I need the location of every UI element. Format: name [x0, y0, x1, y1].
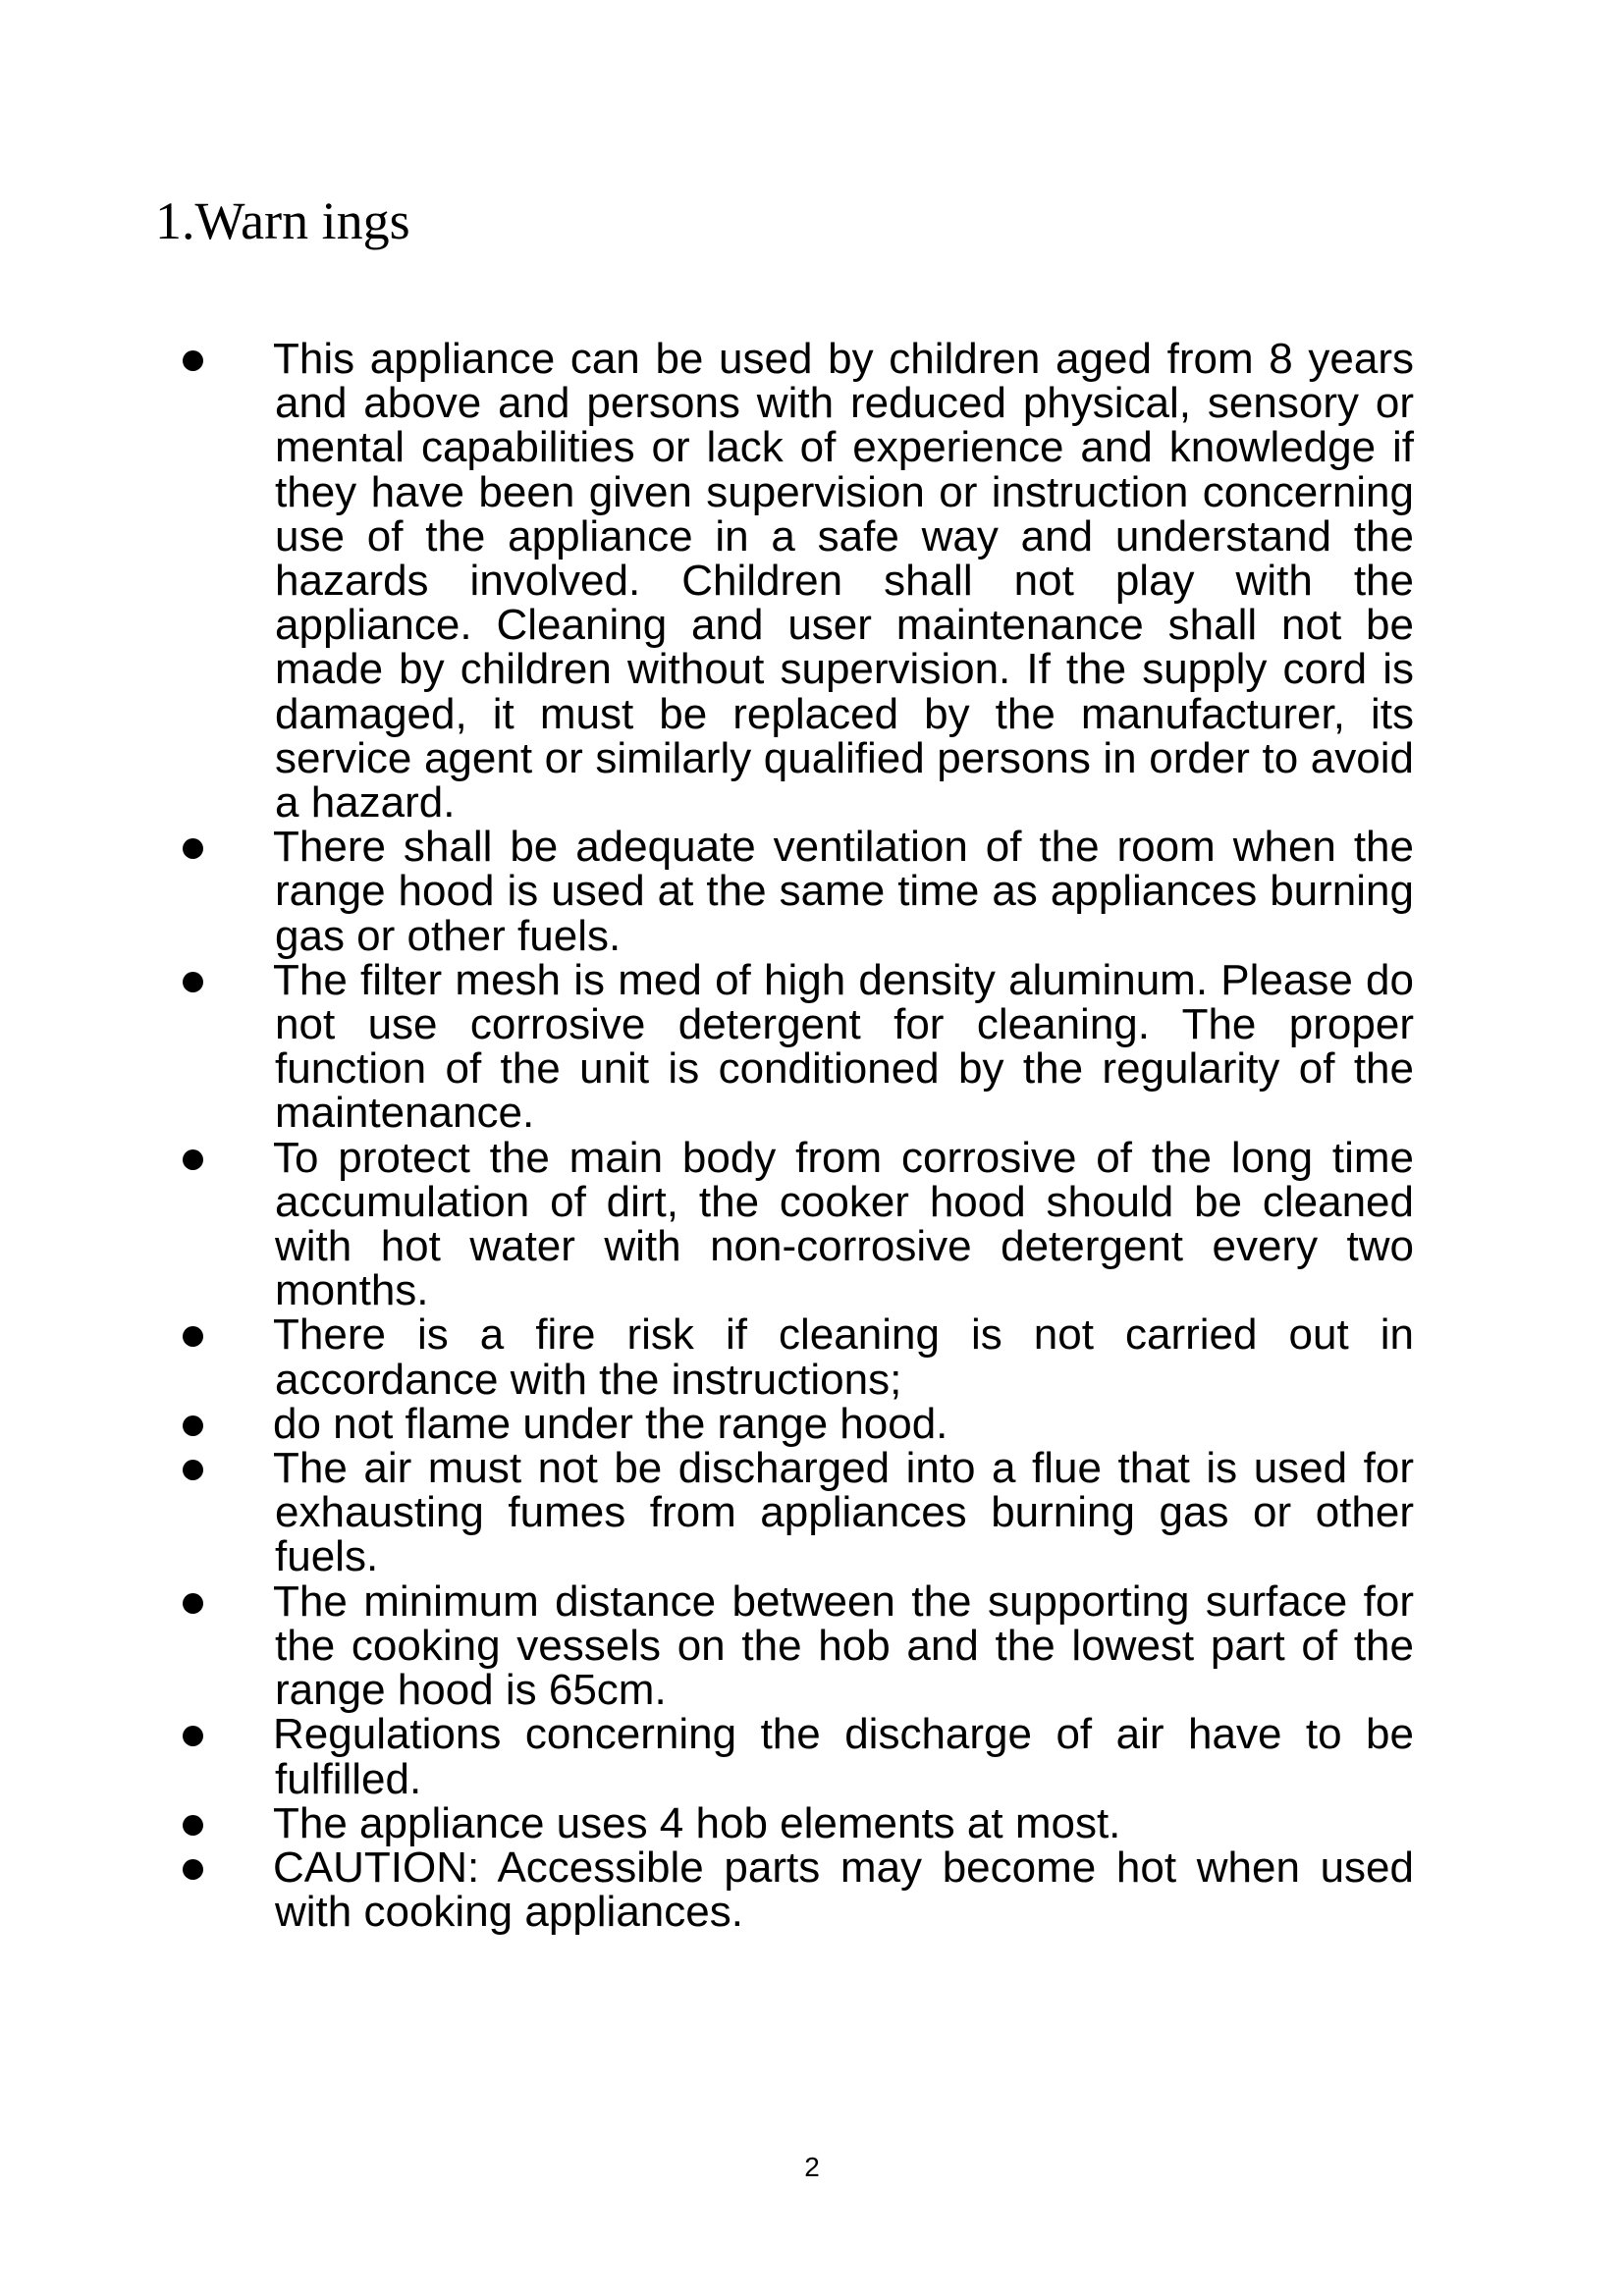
warning-text: The air must not be discharged into a flue that is used for exhausting fumes from appliances burning gas or other fuels.: [273, 1444, 1414, 1581]
warning-text: There shall be adequate ventilation of the room when the range hood is used at the same time as appliances burning gas or other fuels.: [273, 823, 1414, 960]
warning-item-5: [0, 1310, 1624, 1404]
warning-item-11: [0, 1842, 1624, 1937]
bullet-icon: [183, 1460, 203, 1480]
bullet-icon: [183, 350, 203, 371]
warning-item-1: [0, 335, 1624, 828]
warning-text: The minimum distance between the supporting surface for the cooking vessels on the hob and the lowest part of the range hood is 65cm.: [273, 1576, 1414, 1715]
warning-item-4: [0, 1133, 1624, 1315]
bullet-icon: [183, 1815, 203, 1836]
bullet-icon: [183, 838, 203, 859]
warnings-list: [0, 335, 1624, 1937]
bullet-icon: [183, 1593, 203, 1614]
bullet-icon: [183, 1859, 203, 1880]
warning-text: There is a fire risk if cleaning is not carried out in accordance with the instructions;: [273, 1310, 1414, 1404]
warning-text: This appliance can be used by children aged from 8 years and above and persons with reduced physical, sensory or mental capabilities or lack of experience and knowledge if they have been given supervision or instruction concerning use of the appliance in a safe way and understand the hazards involved. Children shall not play with the appliance. Cleaning and user maintenance shall not be made by children without supervision. If the supply cord is damaged, it must be replaced by the manufacturer, its service agent or similarly qualified persons in order to avoid a hazard.: [273, 335, 1414, 828]
section-heading: 1.Warn ings: [155, 191, 410, 250]
bullet-icon: [183, 972, 203, 992]
warning-item-6: [0, 1399, 1624, 1448]
bullet-icon: [183, 1149, 203, 1170]
warning-item-7: [0, 1446, 1624, 1579]
warning-text: do not flame under the range hood.: [273, 1399, 948, 1448]
warning-text: The filter mesh is med of high density aluminum. Please do not use corrosive detergent for cleaning. The proper function of the unit is conditioned by the regularity of the maintenance.: [273, 955, 1414, 1138]
warning-text: Regulations concerning the discharge of air have to be fulfilled.: [273, 1710, 1414, 1803]
warning-item-8: [0, 1576, 1624, 1715]
warning-item-9: [0, 1710, 1624, 1803]
bullet-icon: [183, 1326, 203, 1347]
warning-item-10: [0, 1798, 1624, 1847]
page-number: 2: [804, 2152, 820, 2182]
warning-item-3: [0, 955, 1624, 1138]
warning-item-2: [0, 825, 1624, 958]
bullet-icon: [183, 1415, 203, 1436]
warning-text: To protect the main body from corrosive of the long time accumulation of dirt, the cooker hood should be cleaned with hot water with non-corrosive detergent every two months.: [273, 1133, 1414, 1315]
bullet-icon: [183, 1726, 203, 1746]
warning-text: CAUTION: Accessible parts may become hot when used with cooking appliances.: [273, 1842, 1414, 1937]
warning-text: The appliance uses 4 hob elements at most.: [273, 1798, 1121, 1847]
